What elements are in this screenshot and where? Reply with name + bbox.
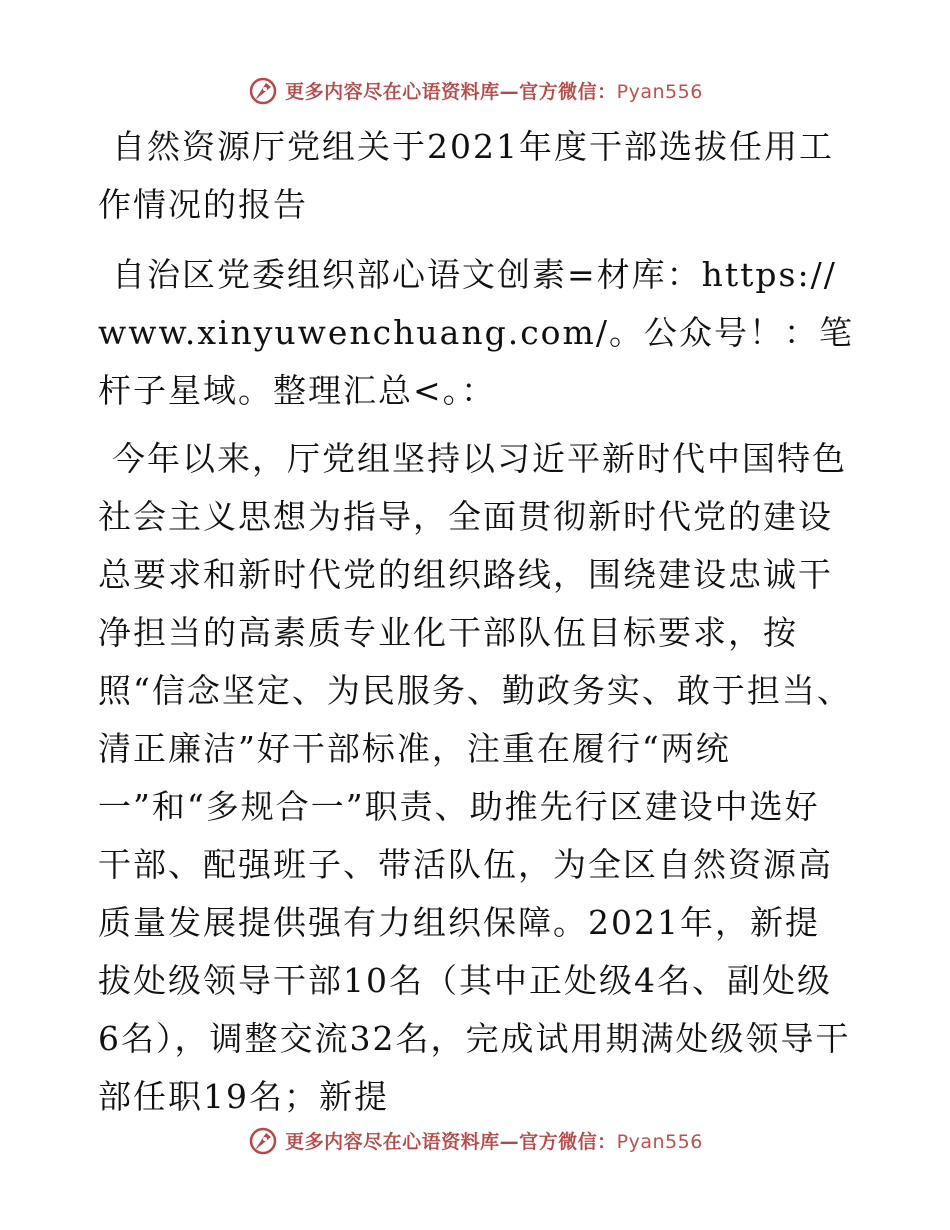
footer-banner <box>0 1120 950 1160</box>
footer-banner-inner <box>247 1124 703 1156</box>
footer-banner-label: 更多内容尽在心语资料库—官方微信： <box>285 1130 617 1153</box>
header-banner-inner <box>247 74 703 106</box>
footer-banner-text <box>285 1127 703 1154</box>
document-content <box>98 118 854 1126</box>
document-intro: 自治区党委组织部心语文创素=材库：https://www.xinyuwenchuang.com/。公众号！：笔杆子星域。整理汇总<。： <box>98 255 854 410</box>
footer-wechat-account: Pyan556 <box>616 1130 703 1153</box>
header-banner-text <box>285 77 703 104</box>
document-title: 自然资源厅党组关于2021年度干部选拔任用工作情况的报告 <box>98 127 834 224</box>
document-body-paragraph: 今年以来，厅党组坚持以习近平新时代中国特色社会主义思想为指导，全面贯彻新时代党的建设总要求和新时代党的组织路线，围绕建设忠诚干净担当的高素质专业化干部队伍目标要求，按照“信念坚定、为民服务、勤政务实、敢于担当、清正廉洁”好干部标准，注重在履行“两统一”和“多规合一”职责、助推先行区建设中选好干部、配强班子、带活队伍，为全区自然资源高质量发展提供强有力组织保障。2021年，新提拔处级领导干部10名（其中正处级4名、副处级6名），调整交流32名，完成试用期满处级领导干部任职19名；新提 <box>98 439 852 1116</box>
header-wechat-account: Pyan556 <box>616 80 703 103</box>
header-banner-label: 更多内容尽在心语资料库—官方微信： <box>285 80 617 103</box>
pen-nib-logo-icon <box>247 74 279 106</box>
pen-nib-logo-icon <box>247 1124 279 1156</box>
header-banner <box>0 70 950 110</box>
